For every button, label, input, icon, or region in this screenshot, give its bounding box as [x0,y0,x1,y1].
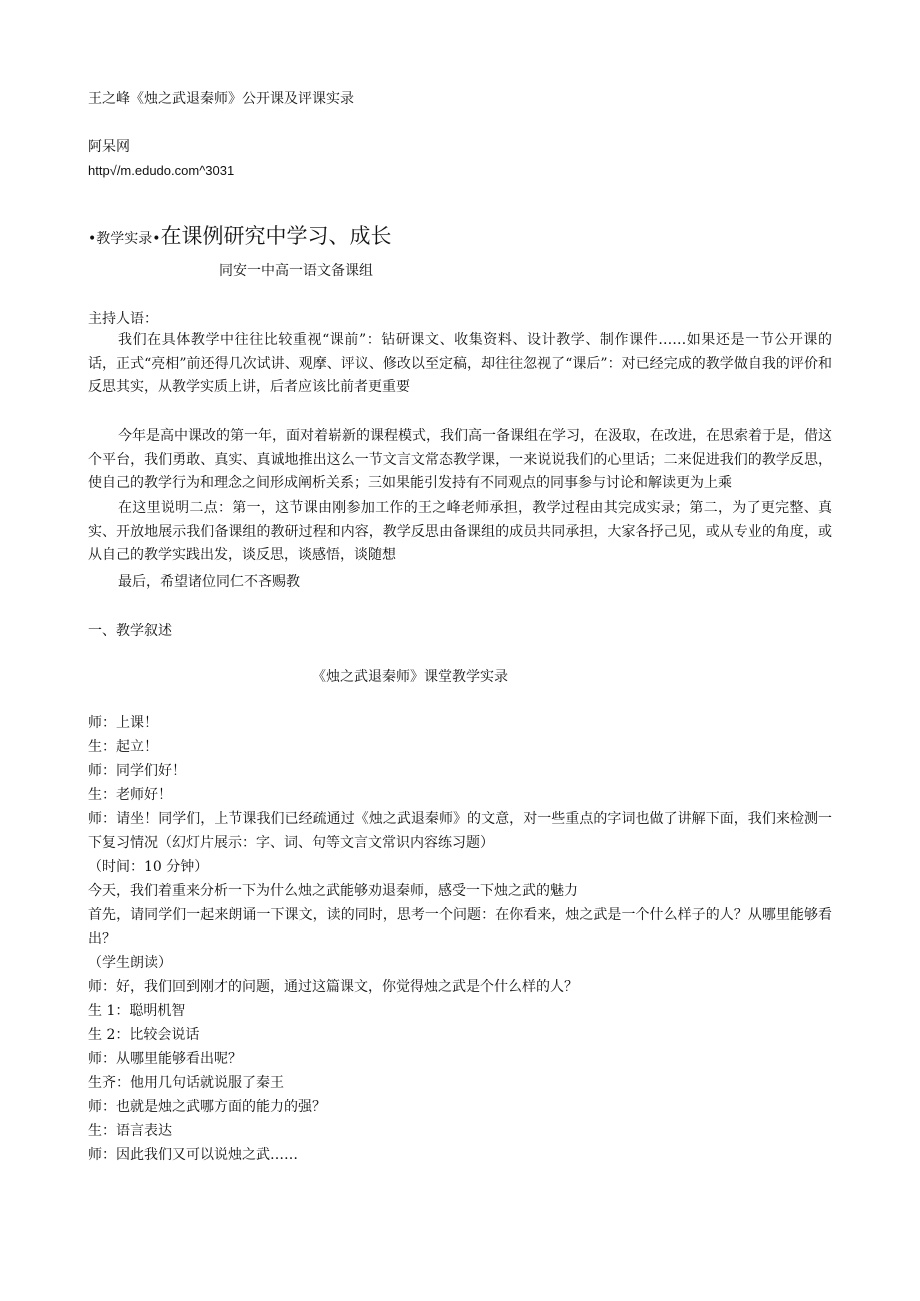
host-label: 主持人语： [88,311,158,327]
intro-paragraph-4: 最后，希望诸位同仁不吝赐教 [118,574,300,590]
intro-paragraph-2: 今年是高中课改的第一年，面对着崭新的课程模式，我们高一备课组在学习，在汲取，在改进，在思索着于是，借这个平台，我们勇敢、真实、真诚地推出这么一节文言文常态教学课，一来说说我们的心里话；二来促进我们的教学反思，使自己的教学行为和理念之间形成阐析关系；三如果能引发持有不同观点的同事参与讨论和解读更为上乘 [88,428,832,492]
dialog-line: 师：请坐！同学们，上节课我们已经疏通过《烛之武退秦师》的文意，对一些重点的字词也做了讲解下面，我们来检测一下复习情况（幻灯片展示：字、词、句等文言文常识内容练习题） [88,811,832,851]
dialog-line: 师：同学们好！ [88,763,186,779]
author-group: 同安一中高一语文备课组 [219,263,373,279]
dialog-line: 师：上课！ [88,715,158,731]
source-url[interactable]: http√/m.edudo.com^3031 [88,163,235,178]
dialog-line: （学生朗读） [88,955,172,971]
intro-paragraph-3: 在这里说明二点：第一，这节课由刚参加工作的王之峰老师承担，教学过程由其完成实录；第二，为了更完整、真实、开放地展示我们备课组的教研过程和内容，教学反思由备课组的成员共同承担，大家各抒己见，或从专业的角度，或从自己的教学实践出发，谈反思，谈感悟，谈随想 [88,500,832,564]
dialog-line: 师：从哪里能够看出呢？ [88,1051,242,1067]
record-title: 《烛之武退秦师》课堂教学实录 [312,669,508,685]
intro-paragraph-1: 我们在具体教学中往往比较重视“课前”：钻研课文、收集资料、设计教学、制作课件……如果还是一节公开课的话，正式“亮相”前还得几次试讲、观摩、评议、修改以至定稿，却往往忽视了“课后”：对已经完成的教学做自我的评价和反思其实，从教学实质上讲，后者应该比前者更重要 [88,332,832,396]
section-heading [88,220,392,250]
dialog-line: （时间：10 分钟） [88,859,209,875]
part-one-heading: 一、教学叙述 [88,623,172,639]
dialog-line: 师：好，我们回到刚才的问题，通过这篇课文，你觉得烛之武是个什么样的人？ [88,979,578,995]
dialog-line: 生 1：聪明机智 [88,1003,186,1019]
document-title: 王之峰《烛之武退秦师》公开课及评课实录 [88,91,354,107]
section-title: 在课例研究中学习、成长 [160,224,392,248]
dialog-line: 生：老师好！ [88,787,172,803]
dialog-line: 生：起立！ [88,739,158,755]
dialog-line: 师：因此我们又可以说烛之武…… [88,1147,298,1163]
source-name: 阿呆网 [88,139,130,155]
classroom-dialog [88,711,832,1167]
section-tag-label: •教学实录• [88,231,161,247]
dialog-line: 生 2：比较会说话 [88,1027,200,1043]
dialog-line: 生齐：他用几句话就说服了秦王 [88,1075,284,1091]
dialog-line: 首先，请同学们一起来朗诵一下课文，读的同时，思考一个问题：在你看来，烛之武是一个什么样子的人？从哪里能够看出？ [88,907,832,947]
dialog-line: 师：也就是烛之武哪方面的能力的强？ [88,1099,326,1115]
dialog-line: 生：语言表达 [88,1123,172,1139]
dialog-line: 今天，我们着重来分析一下为什么烛之武能够劝退秦师，感受一下烛之武的魅力 [88,883,578,899]
